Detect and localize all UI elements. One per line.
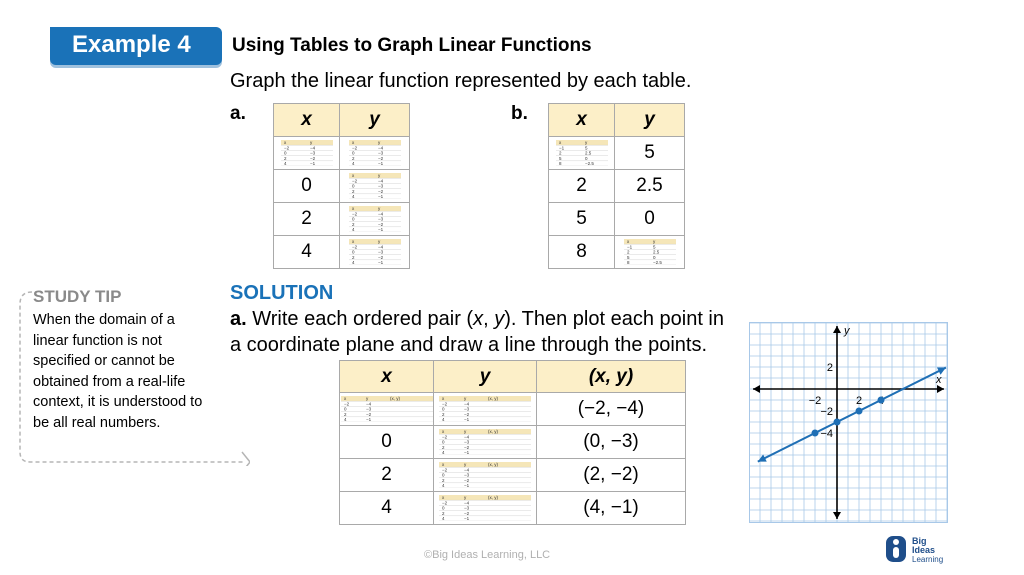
table-a-cell-y [340,137,410,170]
mini-table-text: −3 [464,472,470,478]
table-b-cell-y [615,236,685,269]
mini-table-text: −2 [343,401,349,407]
x-tick-label: 2 [855,395,863,407]
mini-table-text: −2.5 [652,260,662,265]
mini-table-text: −2 [365,411,371,417]
mini-table-text: (x, y) [488,495,498,501]
copyright-text: ©Big Ideas Learning, LLC [424,549,551,561]
solution-text [230,306,730,358]
mini-table-text: −3 [464,505,470,511]
mini-table-text: y [365,396,368,402]
table-a-cell-x: 4 [274,236,340,269]
mini-table-text: −3 [464,406,470,412]
mini-table-text: 2 [442,477,445,483]
table-a-cell-y [340,170,410,203]
mini-table-text: 2 [351,221,355,227]
solution-cell-y [434,459,537,492]
mini-table-text: 0 [442,439,445,445]
table-a [273,103,410,269]
table-a-cell-x: 2 [274,203,340,236]
mini-table-text: −2 [442,467,448,473]
mini-table-text: −4 [464,401,470,407]
table-a-header-x: x [274,104,340,137]
mini-table-text: y [464,495,467,501]
mini-table-text: y [584,140,587,146]
table-b-cell-y: 2.5 [615,170,685,203]
mini-table-text: 4 [442,516,445,521]
mini-table-text: x [442,396,445,402]
mini-table-text: −1 [377,194,383,199]
example-title: Using Tables to Graph Linear Functions [232,35,592,56]
logo-line-1: Big [912,536,927,546]
mini-table-thumbnail [439,396,531,422]
mini-table-text: 0 [351,150,355,156]
mini-table-text: 4 [351,161,355,166]
mini-table-text: 4 [351,260,355,265]
mini-table-text: x [626,239,629,245]
mini-table-text: 5 [558,155,562,161]
data-point [878,397,885,404]
coordinate-plane-graph [749,322,948,523]
mini-table-text: y [377,173,380,179]
mini-table-text: −2.5 [584,161,594,166]
solution-cell-y [434,492,537,525]
part-a-label: a. [230,103,246,124]
mini-table-text: −2 [351,211,357,217]
mini-table-text: y [464,462,467,468]
mini-table-text: −4 [377,211,383,217]
table-b [548,103,685,269]
mini-table-text: 2 [626,249,630,255]
mini-table-text: −2 [442,401,448,407]
mini-table-text: 2 [351,188,355,194]
mini-table-text: 5 [584,145,588,151]
mini-table-text: −1 [464,450,470,455]
mini-table-text: −4 [309,145,315,151]
data-point [856,408,863,415]
mini-table-text: 0 [442,505,445,511]
mini-table-text: 4 [351,194,355,199]
mini-table-text: −1 [377,260,383,265]
mini-table-text: −3 [309,150,315,156]
mini-table-text: −2 [442,500,448,506]
mini-table-text: (x, y) [488,396,498,402]
mini-table-text: y [464,429,467,435]
mini-table-thumbnail [439,462,531,488]
solution-var-y: y [494,308,505,330]
mini-table-text: 2 [442,444,445,450]
mini-table-text: −1 [464,483,470,488]
mini-table-thumbnail [281,140,333,166]
solution-cell-xy: (4, −1) [537,492,686,525]
mini-table-text: x [351,206,354,212]
solution-table [339,360,686,525]
mini-table-thumbnail [349,140,401,166]
mini-table-text: x [558,140,561,146]
solution-text-after: ). Then plot each point in a coordinate plane and draw a line through the points. [230,308,724,356]
mini-table-text: −2 [351,244,357,250]
mini-table-text: 0 [343,406,347,412]
mini-table-text: −2 [464,477,470,483]
mini-table-text: x [442,462,445,468]
y-tick-label: −4 [820,428,833,440]
y-axis-label: y [844,325,850,337]
y-tick-label: −2 [820,406,833,418]
mini-table-text: −2 [464,510,470,516]
solution-cell-y [434,426,537,459]
example-badge [50,27,222,65]
mini-table-text: x [442,495,445,501]
mini-table-text: −1 [464,516,470,521]
mini-table-text: 4 [442,483,445,488]
mini-table-text: 0 [652,254,656,260]
mini-table-text: (x, y) [488,462,498,468]
table-b-header-y: y [615,104,685,137]
mini-table-text: −2 [464,444,470,450]
mini-table-text: 2.5 [584,150,591,156]
solution-header-x: x [340,361,434,393]
mini-table-thumbnail [439,429,531,455]
mini-table-thumbnail [349,239,401,265]
mini-table-text: (x, y) [488,429,498,435]
mini-table-text: 0 [351,183,355,189]
mini-table-thumbnail [556,140,608,166]
mini-table-text: y [309,140,312,146]
mini-table-thumbnail [349,173,401,199]
mini-table-text: −4 [377,178,383,184]
mini-table-text: −4 [365,401,371,407]
example-label: Example 4 [72,31,191,58]
mini-table-text: y [377,206,380,212]
table-b-header-x: x [549,104,615,137]
mini-table-thumbnail [624,239,676,265]
mini-table-text: 5 [652,244,656,250]
study-tip-heading: STUDY TIP [33,287,122,306]
study-tip-body: When the domain of a linear function is not specified or cannot be obtained from a real-life context, it is understood to be all real numbers. [33,312,203,431]
mini-table-text: −3 [377,249,383,255]
mini-table-text: −4 [464,500,470,506]
mini-table-text: x [351,239,354,245]
mini-table-text: 2 [343,411,347,417]
mini-table-text: 2 [283,155,287,161]
solution-cell-x: 2 [340,459,434,492]
mini-table-text: (x, y) [389,396,400,402]
table-b-cell-x: 5 [549,203,615,236]
mini-table-text: 2 [442,510,445,516]
solution-cell-x: 0 [340,426,434,459]
mini-table-text: 0 [442,406,445,412]
mini-table-thumbnail [439,495,531,521]
mini-table-thumbnail [341,396,433,422]
mini-table-text: 2.5 [652,249,659,255]
mini-table-text: y [377,239,380,245]
mini-table-text: 4 [343,417,347,422]
x-tick-label: −2 [808,395,822,407]
mini-table-text: 2 [442,411,445,417]
solution-cell-y [434,393,537,426]
mini-table-text: −1 [377,227,383,232]
mini-table-text: 2 [351,254,355,260]
mini-table-text: −3 [377,216,383,222]
mini-table-text: 2 [351,155,355,161]
big-ideas-learning-logo [884,532,956,566]
mini-table-text: −4 [377,244,383,250]
mini-table-text: 0 [442,472,445,478]
solution-cell-x [340,393,434,426]
x-axis-label: x [936,374,942,386]
mini-table-text: −2 [377,155,383,161]
solution-cell-xy: (0, −3) [537,426,686,459]
solution-text-before: Write each ordered pair ( [246,308,474,330]
mini-table-text: x [442,429,445,435]
y-tick-label: 2 [826,362,833,374]
prompt-text: Graph the linear function represented by each table. [230,70,692,92]
mini-table-text: y [464,396,467,402]
mini-table-text: x [351,140,354,146]
mini-table-text: −1 [558,145,564,151]
logo-line-2: Ideas [912,545,936,555]
logo-line-3: Learning [912,555,944,564]
mini-table-thumbnail [349,206,401,232]
mini-table-text: −4 [464,467,470,473]
solution-header-xy: (x, y) [537,361,686,393]
table-b-cell-x: 2 [549,170,615,203]
mini-table-text: x [351,173,354,179]
solution-cell-xy: (2, −2) [537,459,686,492]
table-a-cell-x [274,137,340,170]
solution-var-x: x [473,308,484,330]
mini-table-text: −2 [442,434,448,440]
table-a-cell-x: 0 [274,170,340,203]
mini-table-text: y [652,239,655,245]
mini-table-text: −4 [464,434,470,440]
solution-part-label: a. [230,308,247,330]
mini-table-text: −3 [377,183,383,189]
mini-table-text: −2 [351,145,357,151]
mini-table-text: −2 [283,145,289,151]
mini-table-text: −2 [351,178,357,184]
table-a-header-y: y [340,104,410,137]
solution-header-y: y [434,361,537,393]
mini-table-text: −3 [464,439,470,445]
table-a-cell-y [340,236,410,269]
mini-table-text: 0 [351,249,355,255]
mini-table-text: 4 [442,450,445,455]
mini-table-text: 0 [584,155,588,161]
mini-table-text: −2 [464,411,470,417]
mini-table-text: −4 [377,145,383,151]
solution-cell-xy: (−2, −4) [537,393,686,426]
mini-table-text: 4 [442,417,445,422]
mini-table-text: 8 [626,260,630,265]
table-a-cell-y [340,203,410,236]
table-b-cell-x: 8 [549,236,615,269]
mini-table-text: y [377,140,380,146]
mini-table-text: 8 [558,161,562,166]
mini-table-text: x [343,396,346,402]
mini-table-text: −1 [377,161,383,166]
mini-table-text: 0 [283,150,287,156]
mini-table-text: −3 [377,150,383,156]
solution-heading: SOLUTION [230,282,334,304]
mini-table-text: 4 [351,227,355,232]
table-b-cell-y: 5 [615,137,685,170]
table-b-cell-x [549,137,615,170]
mini-table-text: −2 [377,221,383,227]
mini-table-text: −2 [309,155,315,161]
table-b-cell-y: 0 [615,203,685,236]
data-point [834,419,841,426]
mini-table-text: 4 [283,161,287,166]
solution-comma: , [483,308,495,330]
mini-table-text: −1 [309,161,315,166]
mini-table-text: 5 [626,254,630,260]
mini-table-text: x [283,140,286,146]
data-point [812,430,819,437]
mini-table-text: −1 [365,417,371,422]
solution-cell-x: 4 [340,492,434,525]
mini-table-text: −2 [377,254,383,260]
mini-table-text: −3 [365,406,371,412]
series-line [758,368,946,462]
mini-table-text: 0 [351,216,355,222]
mini-table-text: −1 [626,244,632,250]
mini-table-text: −2 [377,188,383,194]
mini-table-text: 2 [558,150,562,156]
mini-table-text: −1 [464,417,470,422]
part-b-label: b. [511,103,528,124]
